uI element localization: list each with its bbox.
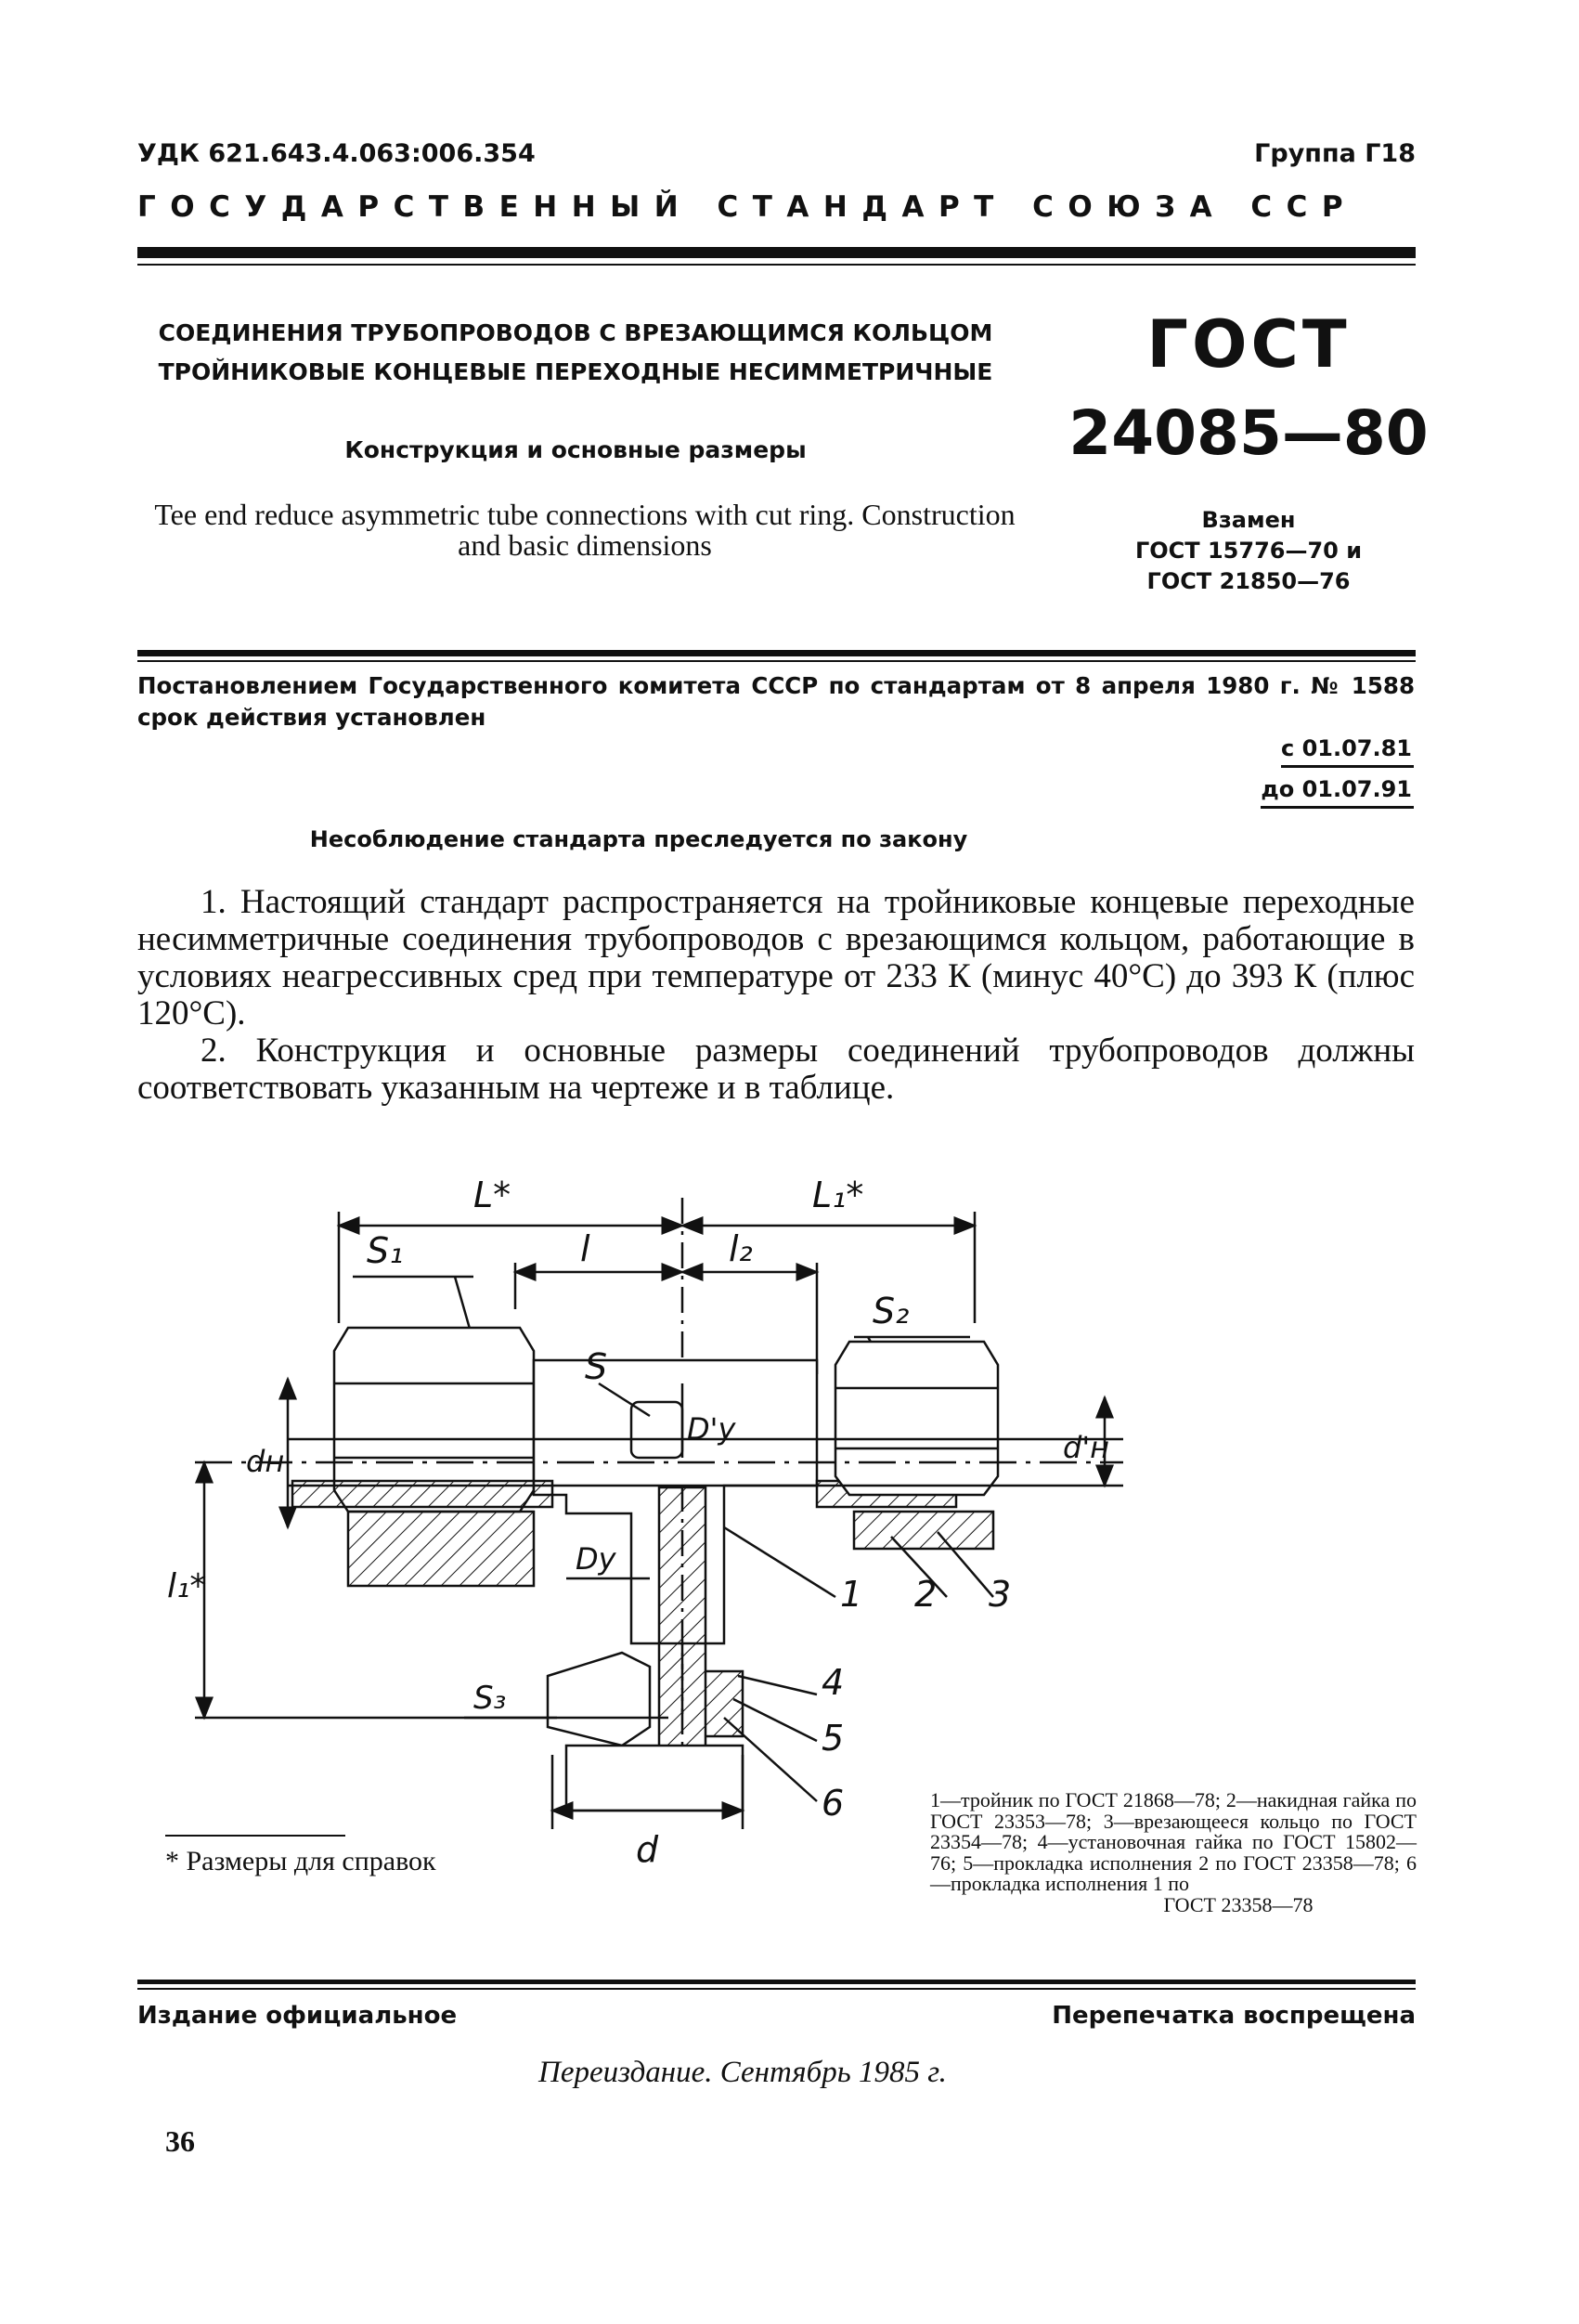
label-Dy: Dy: [576, 1541, 616, 1577]
title-ru: СОЕДИНЕНИЯ ТРУБОПРОВОДОВ С ВРЕЗАЮЩИМСЯ КОЛЬЦОМ ТРОЙНИКОВЫЕ КОНЦЕВЫЕ ПЕРЕХОДНЫЕ НЕСИММЕТРИЧНЫЕ: [158, 319, 993, 385]
body-text: [137, 884, 1415, 1107]
label-L: L*: [473, 1175, 511, 1215]
label-3: 3: [989, 1574, 1012, 1615]
label-L1: L₁*: [812, 1175, 864, 1215]
state-standard-heading: ГОСУДАРСТВЕННЫЙ СТАНДАРТ СОЮЗА ССР: [137, 190, 1358, 224]
label-5: 5: [822, 1718, 845, 1759]
group-code: Группа Г18: [1254, 139, 1416, 168]
label-Dy-prime: D'y: [687, 1411, 736, 1447]
label-1: 1: [840, 1574, 863, 1615]
label-l2: l₂: [729, 1228, 753, 1269]
subtitle-ru: Конструкция и основные размеры: [344, 436, 807, 463]
label-2: 2: [914, 1574, 938, 1615]
reissue-note: Переиздание. Сентябрь 1985 г.: [538, 2056, 947, 2089]
label-dn-prime: d'н: [1063, 1430, 1110, 1465]
label-S3: S₃: [473, 1680, 507, 1717]
caption-text: 1—тройник по ГОСТ 21868—78; 2—накидная гайка по ГОСТ 23353—78; 3—врезающееся кольцо по ГОСТ 23354—78; 4—установочная гайка по ГОСТ 15802—76; 5—прокладка исполнения 2 по ГОСТ 23358—78; 6—прокладка исполнения 1 по: [930, 1788, 1417, 1895]
paragraph-1: 1. Настоящий стандарт распространяется на тройниковые концевые переходные несимметричные соединения трубопроводов с врезающимся кольцом, работающие в условиях неагрессивных сред при температуре от 233 К (минус 40°С) до 393 К (плюс 120°С).: [137, 883, 1415, 1032]
label-S: S: [585, 1346, 608, 1387]
date-from: с 01.07.81: [1281, 735, 1414, 768]
replaces-standard-1: ГОСТ 15776—70 и: [1134, 538, 1363, 564]
label-4: 4: [822, 1662, 845, 1703]
label-d: d: [636, 1829, 659, 1870]
reprint-notice: Перепечатка воспрещена: [1052, 2002, 1416, 2030]
label-l: l: [580, 1228, 590, 1269]
label-l1: l₁*: [167, 1567, 207, 1605]
mid-rule-thin: [137, 660, 1416, 662]
date-to: до 01.07.91: [1261, 776, 1414, 809]
gost-word: ГОСТ: [1146, 306, 1351, 383]
penalty-notice: Несоблюдение стандарта преследуется по закону: [309, 826, 968, 852]
replaces-block: [1049, 505, 1448, 597]
caption-last-line: ГОСТ 23358—78: [1163, 1892, 1314, 1916]
footnote: * Размеры для справок: [165, 1846, 436, 1876]
gost-number: 24085—80: [1068, 397, 1429, 469]
label-S2: S₂: [873, 1291, 910, 1331]
replaces-standard-2: ГОСТ 21850—76: [1146, 568, 1351, 594]
top-rule-thick: [137, 247, 1416, 258]
bottom-rule-thin: [137, 1988, 1416, 1990]
footnote-rule: [165, 1835, 345, 1837]
title-en: Tee end reduce asymmetric tube connections with cut ring. Construction and basic dimensions: [154, 498, 1016, 562]
edition-label: Издание официальное: [137, 2002, 458, 2030]
replaces-label: Взамен: [1201, 507, 1296, 533]
drawing-caption: [930, 1790, 1417, 1915]
mid-rule-thick: [137, 650, 1416, 656]
paragraph-2: 2. Конструкция и основные размеры соединений трубопроводов должны соответствовать указанным на чертеже и в таблице.: [137, 1032, 1415, 1107]
bottom-rule-thick: [137, 1980, 1416, 1984]
udk-code: УДК 621.643.4.063:006.354: [137, 139, 536, 168]
top-rule-thin: [137, 264, 1416, 266]
label-dn: dн: [246, 1444, 285, 1479]
page-number: 36: [165, 2124, 195, 2158]
label-S1: S₁: [367, 1230, 404, 1271]
label-6: 6: [822, 1783, 845, 1824]
decree-text: Постановлением Государственного комитета СССР по стандартам от 8 апреля 1980 г. № 1588 срок действия установлен: [137, 672, 1415, 731]
